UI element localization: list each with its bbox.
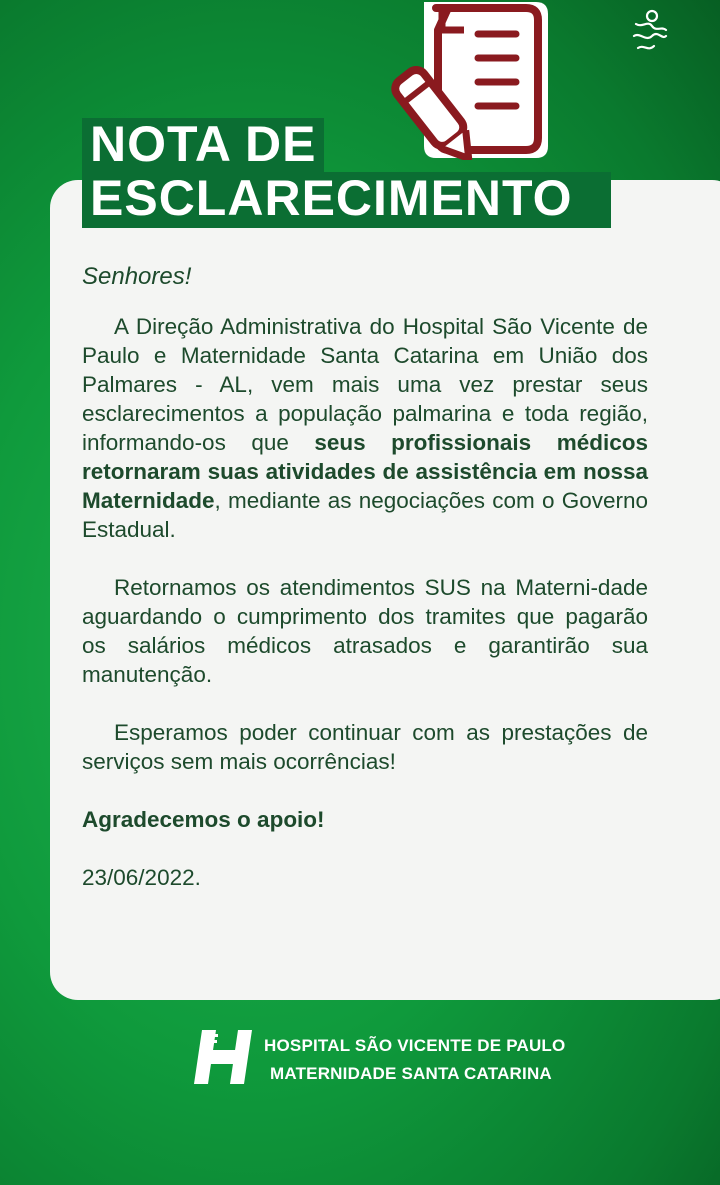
date: 23/06/2022. bbox=[82, 865, 201, 890]
greeting: Senhores! bbox=[82, 263, 192, 290]
hospital-emblem-icon bbox=[628, 6, 670, 54]
paragraph-1 bbox=[82, 312, 648, 544]
title-line-2: ESCLARECIMENTO bbox=[82, 172, 611, 228]
thanks-line: Agradecemos o apoio! bbox=[82, 807, 325, 832]
paragraph-1-text-a: A Direção Administrativa do Hospital São Vicente de Paulo e Maternidade Santa Catarina em União dos Palmares - AL, vem mais uma vez prestar seus esclarecimentos a população palmarina e toda região, informando-os que bbox=[82, 314, 648, 455]
note-body bbox=[82, 262, 648, 892]
paragraph-2: Retornamos os atendimentos SUS na Materni-dade aguardando o cumprimento dos tramites que pagarão os salários médicos atrasados e garantirão sua manutenção. bbox=[82, 575, 648, 687]
paragraph-3: Esperamos poder continuar com as prestações de serviços sem mais ocorrências! bbox=[82, 720, 648, 774]
paragraph-1-text-b: , mediante as negociações com o Governo Estadual. bbox=[82, 488, 648, 542]
footer-line-1: HOSPITAL SÃO VICENTE DE PAULO bbox=[264, 1036, 566, 1055]
footer-line-2: MATERNIDADE SANTA CATARINA bbox=[270, 1064, 552, 1083]
title-line-1: NOTA DE bbox=[82, 118, 324, 174]
hospital-h-logo-icon bbox=[194, 1030, 254, 1084]
document-with-pen-icon bbox=[388, 0, 556, 160]
footer-hospital-name bbox=[264, 1032, 565, 1088]
paragraph-1-bold: seus profissionais médicos retornaram suas atividades de assistência em nossa Maternidade bbox=[82, 430, 648, 513]
